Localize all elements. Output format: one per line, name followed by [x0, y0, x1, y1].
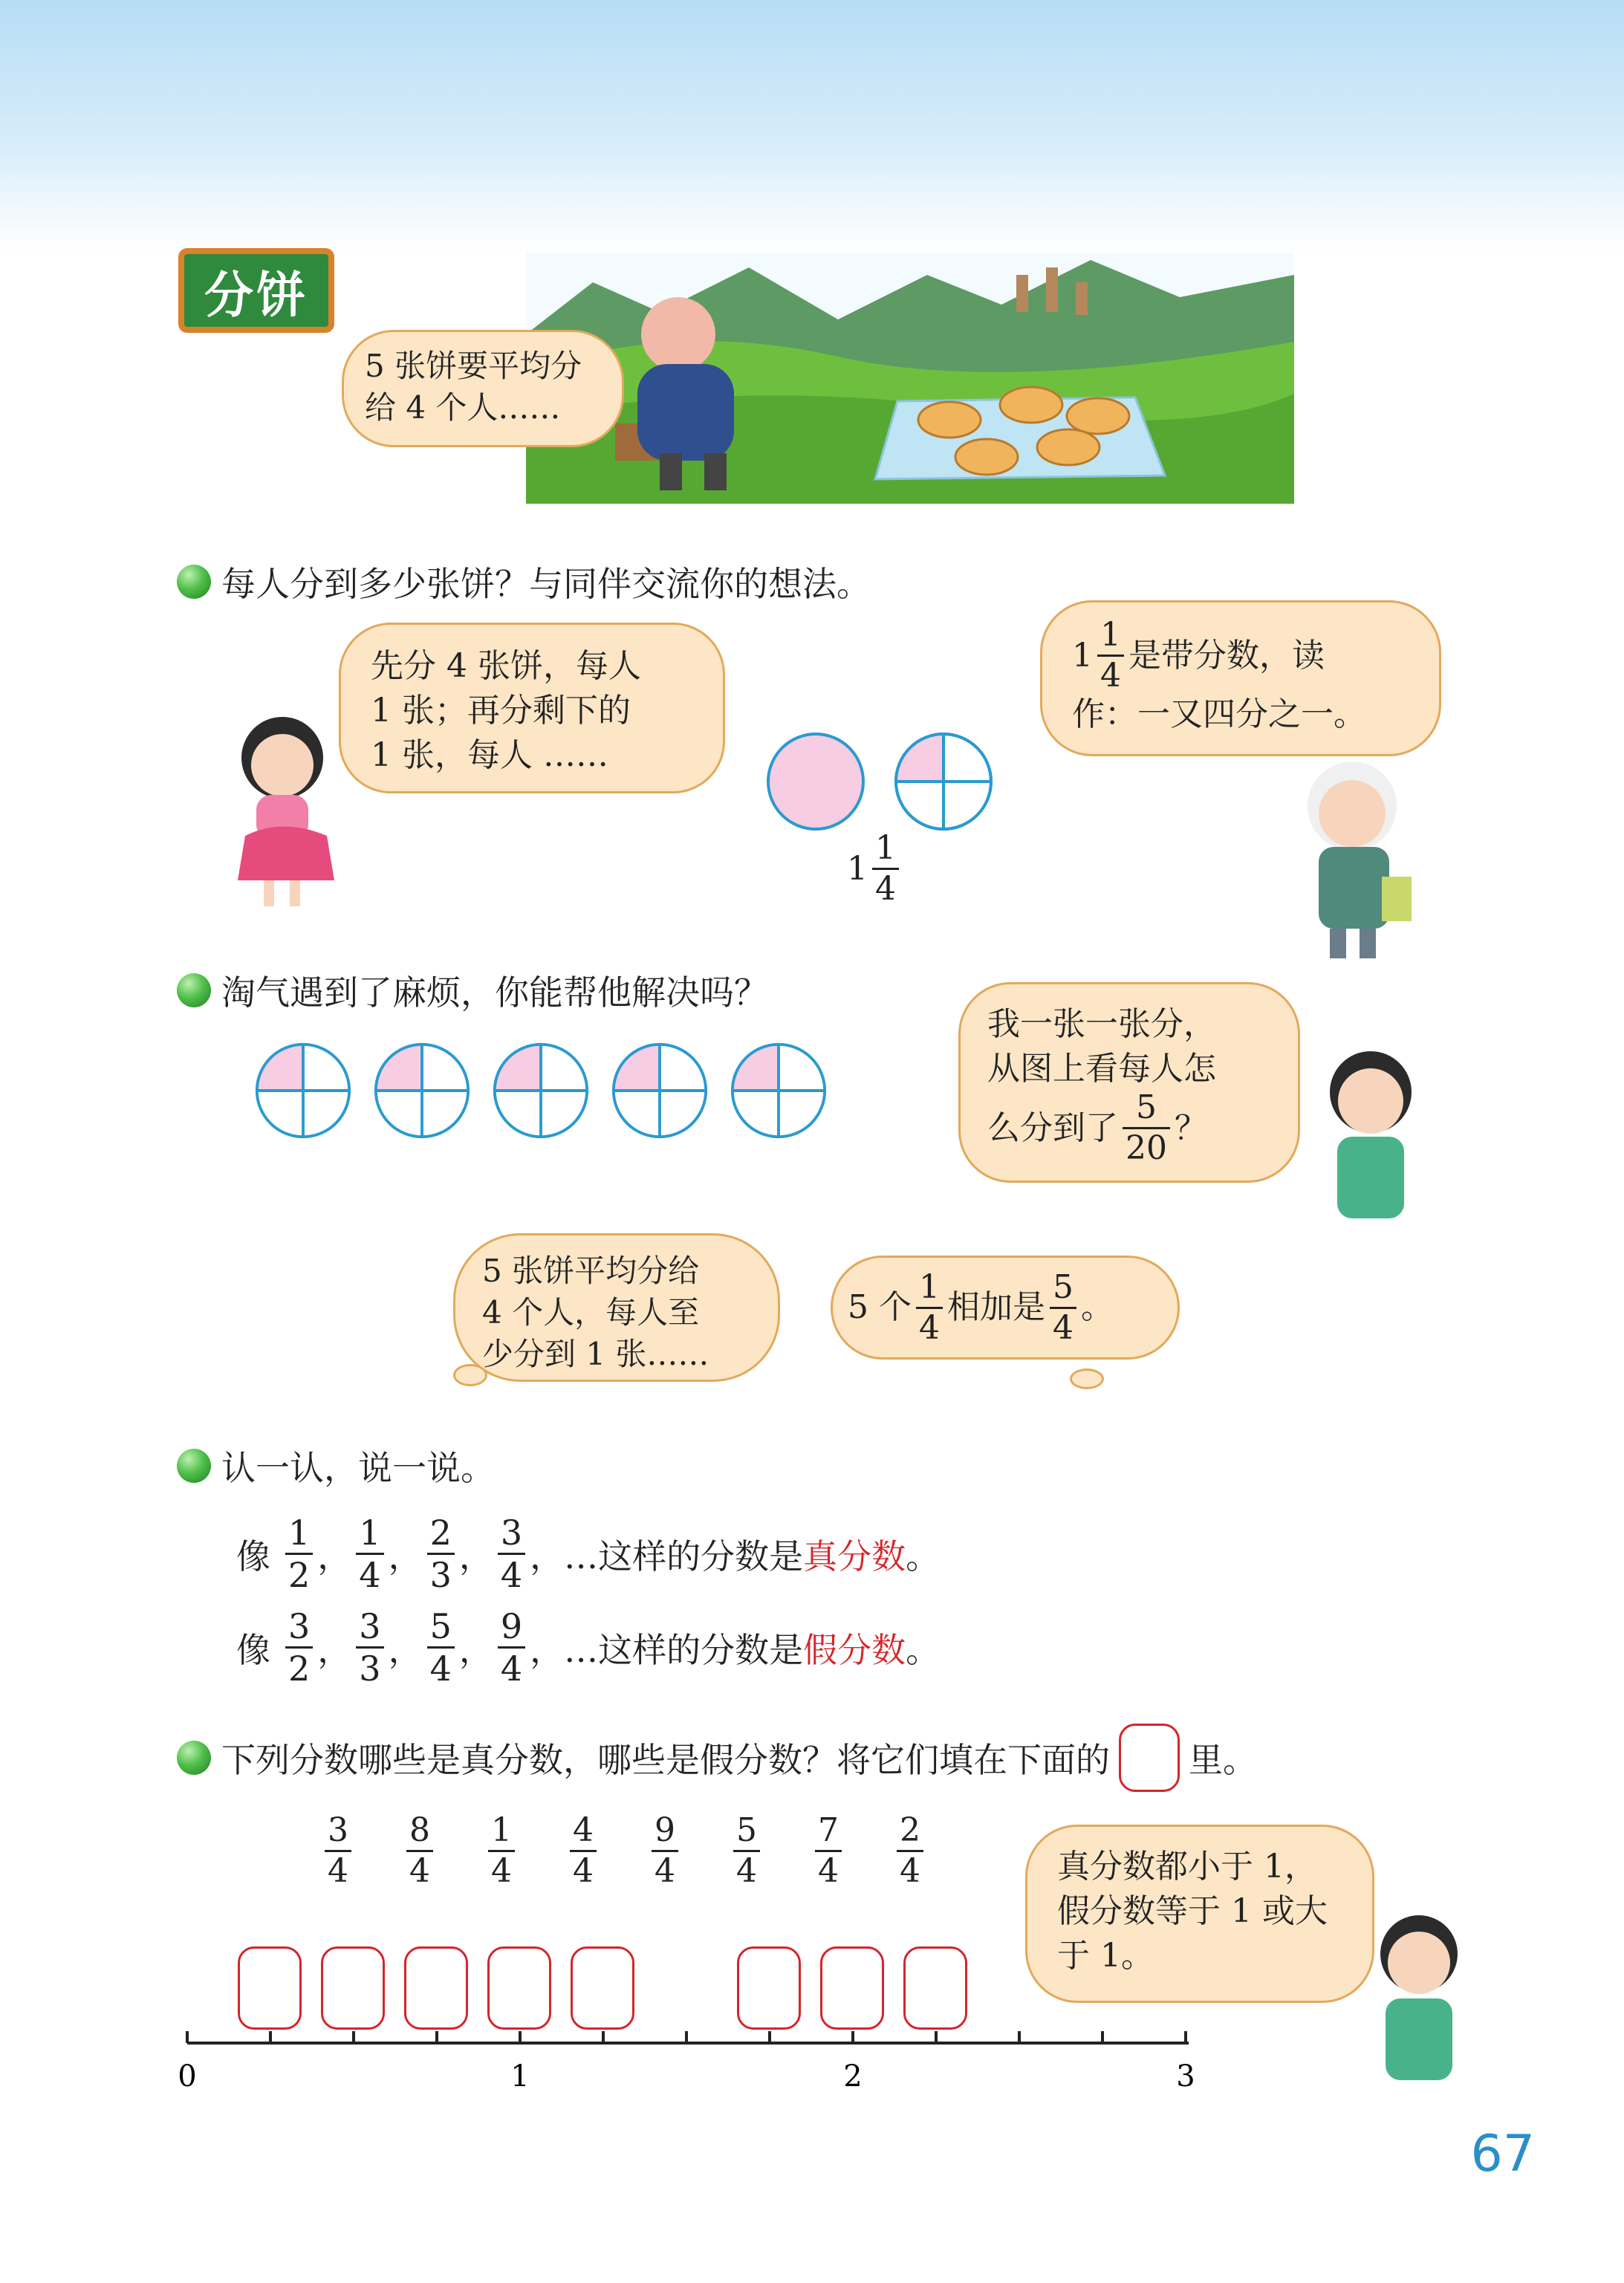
fractions-row: $\frac{3}{4}$ $\frac{8}{4}$ $\frac{1}{4}$ $\frac{4}{4}$ $\frac{9}{4}$ $\frac{5}{4}$ $\frac{7}{4}$ $\frac{2}{4}$ [297, 1814, 951, 1888]
answer-box[interactable] [903, 1946, 967, 2030]
proper-fractions-line: 像 $\frac{1}{2}$ ， $\frac{1}{4}$ ， $\frac{2}{3}$ ， $\frac{3}{4}$ ，…这样的分数是 真分数 。 [236, 1513, 941, 1595]
girl-character [215, 706, 357, 914]
nl-label-1: 1 [510, 2059, 530, 2094]
five-quarter-cakes [253, 1040, 832, 1141]
answer-box-sample [1119, 1724, 1180, 1792]
boy-bubble: 我一张一张分， 从图上看每人怎 么分到了 $\frac{5}{20}$ ？ [958, 982, 1300, 1183]
thought-dot [1070, 1368, 1104, 1389]
bullet-icon [177, 973, 211, 1007]
girl-bubble: 先分 4 张饼，每人 1 张；再分剩下的 1 张，每人 …… [339, 623, 725, 793]
top-band [0, 0, 1624, 253]
nl-label-3: 3 [1176, 2059, 1195, 2094]
lesson-title: 分饼 [178, 248, 334, 333]
answer-box[interactable] [571, 1946, 634, 2030]
nl-label-2: 2 [843, 2059, 863, 2094]
nl-label-0: 0 [178, 2059, 197, 2094]
tip-bubble: 真分数都小于 1， 假分数等于 1 或大 于 1。 [1025, 1825, 1374, 2003]
answer-box[interactable] [238, 1946, 302, 2030]
teacher-bubble: 1 $\frac{1}{4}$ 是带分数，读 作：一又四分之一。 [1040, 600, 1441, 756]
number-line [171, 2028, 1241, 2095]
answer-box[interactable] [404, 1946, 468, 2030]
answer-box[interactable] [820, 1946, 884, 2030]
boy-character [1308, 1040, 1434, 1233]
thought-dot [453, 1364, 487, 1386]
bullet-icon [177, 1449, 211, 1483]
whole-cake [764, 730, 868, 834]
thought-bubble-1: 5 张饼平均分给 4 个人，每人至 少分到 1 张…… [453, 1233, 780, 1382]
bullet-icon [177, 1741, 211, 1775]
quarter-cake [490, 1040, 591, 1141]
page-number: 67 [1470, 2125, 1535, 2183]
mixed-number-label: 1 $\frac{1}{4}$ [847, 832, 903, 906]
teacher-character [1278, 750, 1426, 966]
answer-box[interactable] [487, 1946, 551, 2030]
quarter-cake [728, 1040, 829, 1141]
thought-bubble-2: 5 个 $\frac{1}{4}$ 相加是 $\frac{5}{4}$ 。 [831, 1256, 1180, 1360]
quarter-cake [891, 730, 995, 834]
question-3: 认一认，说一说。 [177, 1441, 495, 1490]
question-1: 每人分到多少张饼？与同伴交流你的想法。 [177, 557, 871, 606]
boy-character-arms-crossed [1360, 1902, 1478, 2095]
question-2: 淘气遇到了麻烦，你能帮他解决吗？ [177, 966, 768, 1015]
bullet-icon [177, 565, 211, 599]
answer-box[interactable] [321, 1946, 385, 2030]
quarter-cake [253, 1040, 354, 1141]
quarter-cake [371, 1040, 472, 1141]
intro-bubble: 5 张饼要平均分 给 4 个人…… [342, 330, 624, 447]
scene-illustration [526, 253, 1294, 504]
answer-box[interactable] [737, 1946, 801, 2030]
improper-fractions-line: 像 $\frac{3}{2}$ ， $\frac{3}{3}$ ， $\frac{5}{4}$ ， $\frac{9}{4}$ ，…这样的分数是 假分数 。 [236, 1606, 941, 1689]
quarter-cake [609, 1040, 710, 1141]
question-4: 下列分数哪些是真分数，哪些是假分数？将它们填在下面的 里。 [177, 1724, 1257, 1792]
